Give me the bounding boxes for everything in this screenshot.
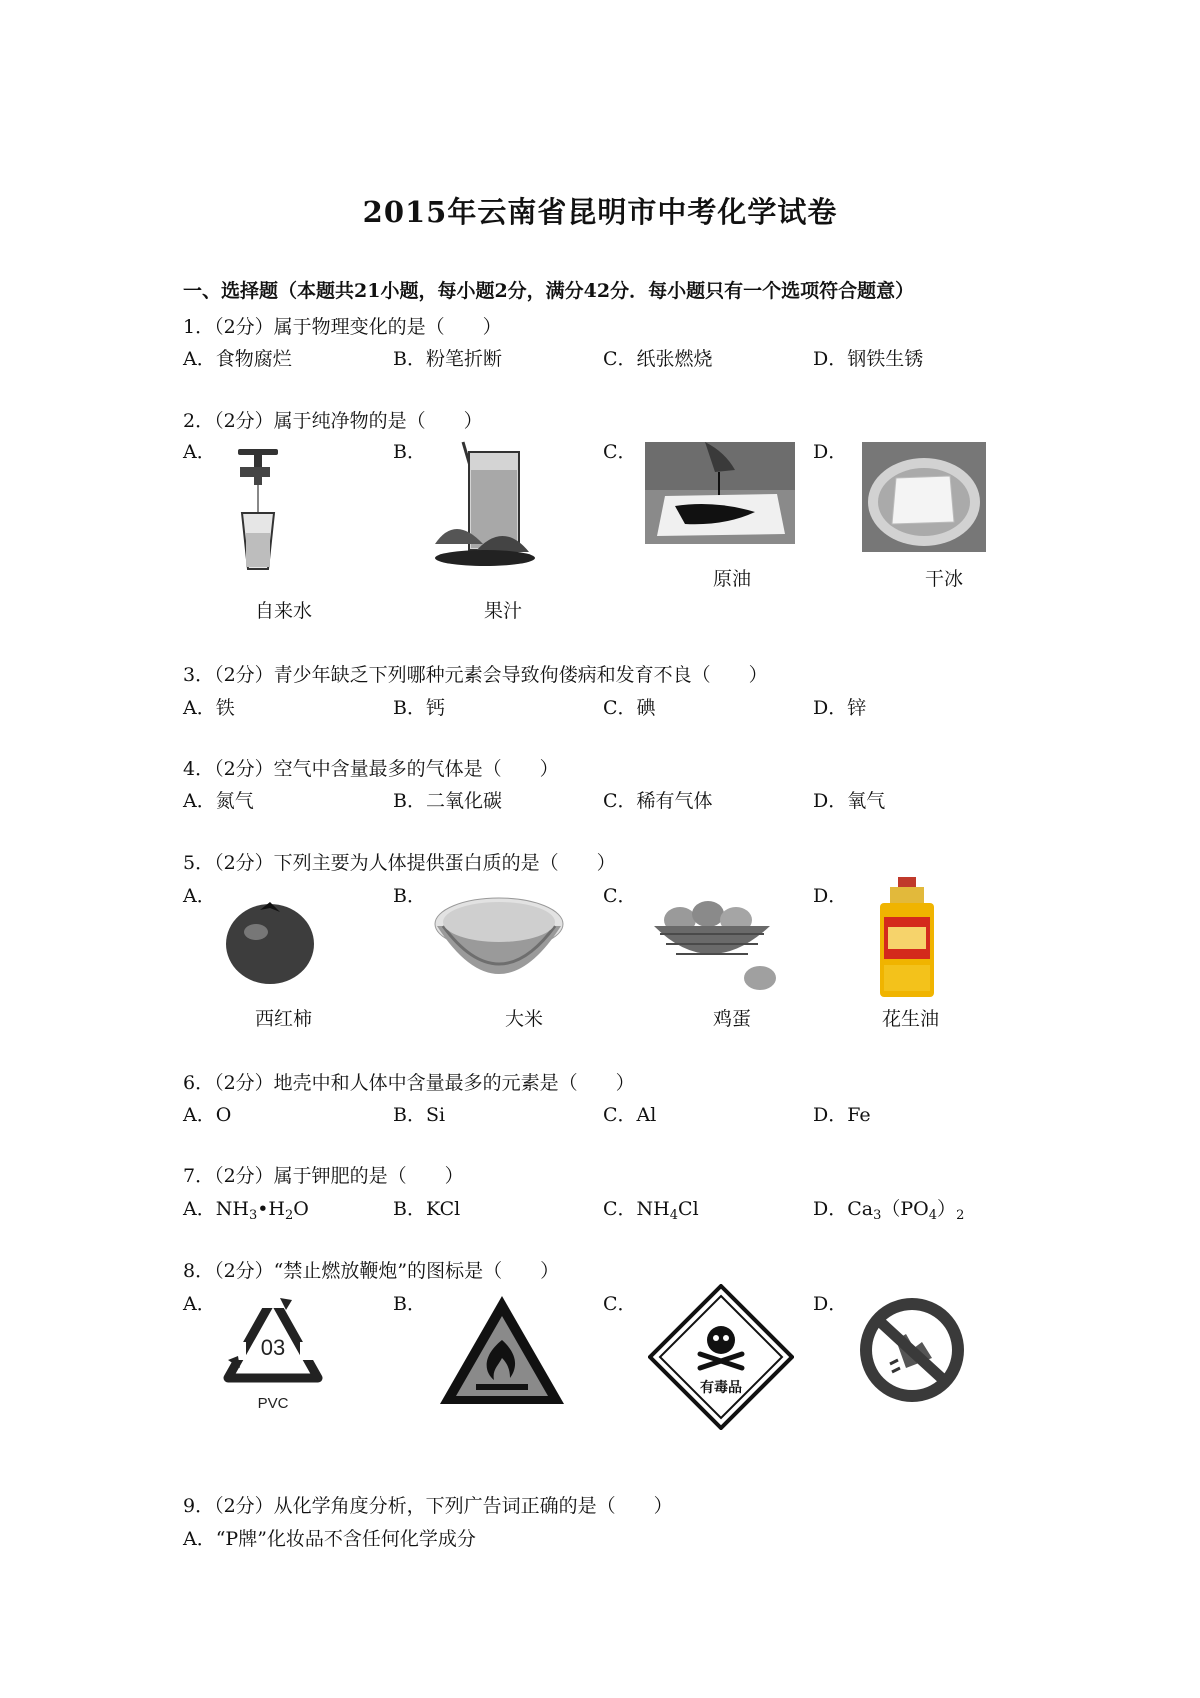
q6-option-d: D．Fe bbox=[813, 1104, 871, 1126]
q7-option-d: D．$Ca_3(PO_4)_2$ bbox=[813, 1198, 965, 1223]
q6-option-a: A．O bbox=[183, 1104, 232, 1126]
question-6-stem: 6．（2分）地壳中和人体中含量最多的元素是（ ） bbox=[183, 1072, 635, 1094]
toxic-label: 有毒品 bbox=[700, 1380, 742, 1396]
question-2-stem: 2．（2分）属于纯净物的是（ ） bbox=[183, 410, 483, 432]
dry-ice-icon bbox=[862, 442, 986, 552]
q2-caption-a: 自来水 bbox=[255, 600, 313, 622]
q7-option-d-label: D． bbox=[813, 1198, 848, 1220]
q2-caption-d: 干冰 bbox=[925, 568, 964, 590]
q1-option-d: D．钢铁生锈 bbox=[813, 348, 924, 370]
q2-option-d: D． bbox=[813, 441, 848, 463]
q5-caption-d: 花生油 bbox=[882, 1008, 940, 1030]
q6-option-b: B．Si bbox=[393, 1104, 446, 1126]
q8-option-b: B． bbox=[393, 1293, 426, 1315]
q8-option-d: D． bbox=[813, 1293, 848, 1315]
question-1-stem: 1．（2分）属于物理变化的是（ ） bbox=[183, 316, 502, 338]
q9-option-a: A．“P牌”化妆品不含任何化学成分 bbox=[183, 1528, 476, 1550]
eggs-basket-icon bbox=[640, 890, 795, 994]
flammable-warning-icon bbox=[436, 1292, 568, 1410]
section-header: 一、选择题（本题共21小题，每小题2分，满分42分．每小题只有一个选项符合题意） bbox=[183, 280, 915, 302]
rice-bowl-icon bbox=[433, 890, 565, 988]
q1-option-a: A．食物腐烂 bbox=[183, 348, 292, 370]
q4-option-d: D．氧气 bbox=[813, 790, 886, 812]
q7-option-b: B．KCl bbox=[393, 1198, 461, 1220]
toxic-sign-icon bbox=[648, 1284, 794, 1430]
no-firecrackers-icon bbox=[856, 1294, 968, 1406]
q4-option-b: B．二氧化碳 bbox=[393, 790, 502, 812]
q6-option-c: C．Al bbox=[603, 1104, 657, 1126]
q2-option-a: A． bbox=[183, 441, 216, 463]
tomato-icon bbox=[220, 888, 320, 988]
pvc-label: PVC bbox=[257, 1395, 289, 1412]
q8-option-a: A． bbox=[183, 1293, 216, 1315]
q1-option-c: C．纸张燃烧 bbox=[603, 348, 713, 370]
q3-option-c: C．碘 bbox=[603, 697, 656, 719]
juice-glass-icon bbox=[425, 440, 545, 570]
q2-caption-b: 果汁 bbox=[484, 600, 523, 622]
peanut-oil-bottle-icon bbox=[876, 877, 938, 999]
q2-option-b: B． bbox=[393, 441, 426, 463]
q2-caption-c: 原油 bbox=[713, 568, 752, 590]
q4-option-c: C．稀有气体 bbox=[603, 790, 713, 812]
q5-caption-c: 鸡蛋 bbox=[713, 1008, 752, 1030]
q7-option-c: C．$NH_4Cl$ bbox=[603, 1198, 699, 1223]
crude-oil-icon bbox=[645, 442, 795, 544]
page-title: 2015年云南省昆明市中考化学试卷 bbox=[362, 195, 838, 229]
pvc-recycle-icon bbox=[218, 1290, 328, 1418]
question-4-stem: 4．（2分）空气中含量最多的气体是（ ） bbox=[183, 758, 559, 780]
q2-option-c: C． bbox=[603, 441, 637, 463]
tap-water-icon bbox=[218, 445, 298, 575]
pvc-number: 03 bbox=[260, 1335, 286, 1360]
q3-option-d: D．锌 bbox=[813, 697, 867, 719]
q8-option-c: C． bbox=[603, 1293, 637, 1315]
q5-option-d: D． bbox=[813, 885, 848, 907]
q5-option-a: A． bbox=[183, 885, 216, 907]
q5-option-c: C． bbox=[603, 885, 637, 907]
q1-option-b: B．粉笔折断 bbox=[393, 348, 502, 370]
question-3-stem: 3．（2分）青少年缺乏下列哪种元素会导致佝偻病和发育不良（ ） bbox=[183, 664, 768, 686]
question-9-stem: 9．（2分）从化学角度分析，下列广告词正确的是（ ） bbox=[183, 1495, 673, 1517]
q5-option-b: B． bbox=[393, 885, 426, 907]
q5-caption-a: 西红柿 bbox=[255, 1008, 313, 1030]
question-7-stem: 7．（2分）属于钾肥的是（ ） bbox=[183, 1165, 464, 1187]
q7-option-a-label: A． bbox=[183, 1198, 216, 1220]
q5-caption-b: 大米 bbox=[505, 1008, 544, 1030]
question-8-stem: 8．（2分）“禁止燃放鞭炮”的图标是（ ） bbox=[183, 1260, 560, 1282]
q7-option-a: A．$NH_3•H_2O$ bbox=[183, 1198, 309, 1223]
q3-option-a: A．铁 bbox=[183, 697, 235, 719]
q4-option-a: A．氮气 bbox=[183, 790, 254, 812]
q7-option-c-label: C． bbox=[603, 1198, 637, 1220]
q3-option-b: B．钙 bbox=[393, 697, 445, 719]
question-5-stem: 5．（2分）下列主要为人体提供蛋白质的是（ ） bbox=[183, 852, 616, 874]
